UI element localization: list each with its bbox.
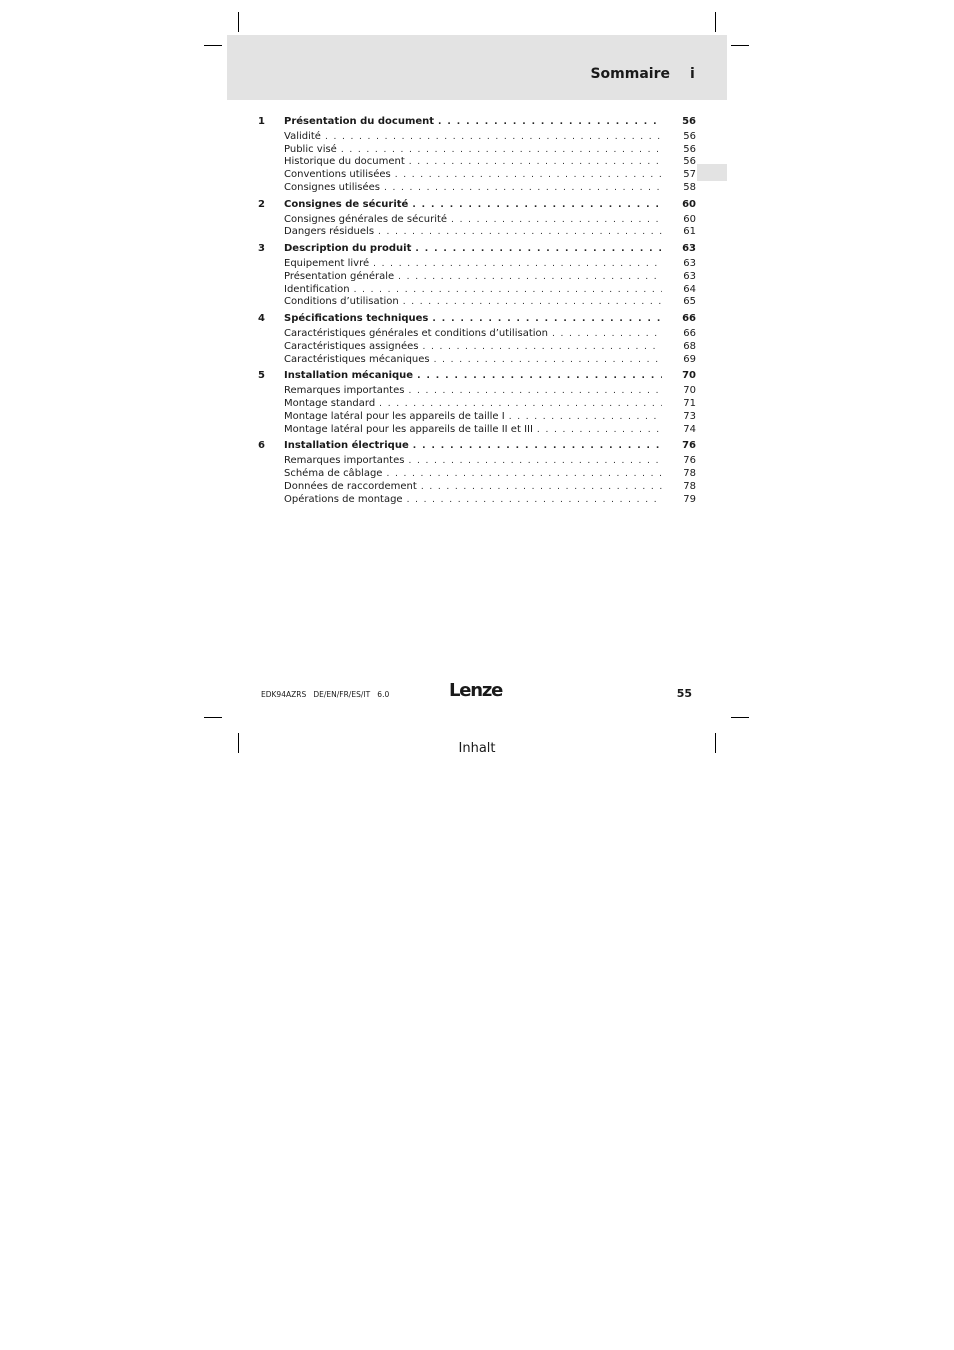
dot-leader bbox=[386, 468, 662, 481]
toc-chapter-row[interactable] bbox=[258, 370, 696, 383]
item-page: 60 bbox=[683, 213, 696, 225]
item-page: 68 bbox=[683, 340, 696, 352]
side-tab-marker bbox=[697, 164, 727, 181]
table-of-contents bbox=[258, 116, 696, 510]
item-page: 61 bbox=[683, 226, 696, 238]
item-page: 78 bbox=[683, 467, 696, 479]
item-title: Historique du document bbox=[284, 156, 405, 168]
chapter-page: 60 bbox=[682, 198, 696, 210]
dot-leader bbox=[379, 398, 662, 411]
dot-leader bbox=[325, 131, 662, 144]
chapter-title: Description du produit bbox=[284, 243, 412, 255]
page-title: Sommaire bbox=[590, 66, 670, 82]
item-title: Caractéristiques générales et conditions d’utilisation bbox=[284, 327, 548, 339]
item-page: 56 bbox=[683, 143, 696, 155]
crop-mark bbox=[731, 717, 749, 718]
toc-section bbox=[258, 243, 696, 309]
dot-leader bbox=[412, 199, 662, 212]
chapter-number: 1 bbox=[258, 116, 265, 127]
lenze-logo: Lenze bbox=[449, 680, 503, 701]
item-title: Public visé bbox=[284, 143, 337, 155]
toc-section bbox=[258, 370, 696, 436]
chapter-page: 76 bbox=[682, 440, 696, 452]
dot-leader bbox=[434, 354, 662, 367]
item-page: 66 bbox=[683, 327, 696, 339]
toc-item-row[interactable] bbox=[258, 468, 696, 481]
item-title: Dangers résiduels bbox=[284, 226, 375, 238]
toc-item-row[interactable] bbox=[258, 411, 696, 424]
toc-section bbox=[258, 199, 696, 239]
dot-leader bbox=[395, 169, 662, 182]
dot-leader bbox=[341, 144, 662, 157]
chapter-number: 4 bbox=[258, 313, 265, 325]
item-page: 63 bbox=[683, 257, 696, 269]
crop-mark bbox=[715, 12, 716, 32]
toc-item-row[interactable] bbox=[258, 424, 696, 437]
chapter-number: 6 bbox=[258, 440, 265, 452]
toc-chapter-row[interactable] bbox=[258, 313, 696, 326]
dot-leader bbox=[407, 494, 662, 507]
item-title: Montage latéral pour les appareils de taille I bbox=[284, 410, 505, 422]
toc-section bbox=[258, 116, 696, 195]
dot-leader bbox=[417, 370, 662, 383]
crop-mark bbox=[204, 717, 222, 718]
page-number: 55 bbox=[676, 687, 692, 700]
dot-leader bbox=[509, 411, 662, 424]
toc-item-row[interactable] bbox=[258, 341, 696, 354]
item-page: 69 bbox=[683, 353, 696, 365]
toc-item-row[interactable] bbox=[258, 494, 696, 507]
item-page: 63 bbox=[683, 270, 696, 282]
item-page: 58 bbox=[683, 181, 696, 193]
toc-section bbox=[258, 440, 696, 506]
toc-item-row[interactable] bbox=[258, 214, 696, 227]
item-title: Validité bbox=[284, 130, 321, 142]
chapter-number: 2 bbox=[258, 198, 265, 210]
toc-item-row[interactable] bbox=[258, 182, 696, 195]
item-title: Caractéristiques assignées bbox=[284, 340, 419, 352]
dot-leader bbox=[413, 440, 662, 453]
item-title: Caractéristiques mécaniques bbox=[284, 353, 430, 365]
item-page: 65 bbox=[683, 296, 696, 308]
chapter-number: 5 bbox=[258, 370, 265, 382]
toc-chapter-row[interactable] bbox=[258, 116, 696, 129]
dot-leader bbox=[415, 243, 662, 256]
chapter-title: Installation électrique bbox=[284, 440, 409, 452]
item-title: Montage latéral pour les appareils de taille II et III bbox=[284, 423, 533, 435]
dot-leader bbox=[421, 481, 662, 494]
toc-section bbox=[258, 313, 696, 366]
crop-mark bbox=[731, 45, 749, 46]
dot-leader bbox=[451, 214, 662, 227]
item-page: 71 bbox=[683, 397, 696, 409]
chapter-page: 63 bbox=[682, 243, 696, 255]
dot-leader bbox=[432, 313, 662, 326]
dot-leader bbox=[384, 182, 662, 195]
item-title: Opérations de montage bbox=[284, 493, 403, 505]
toc-item-row[interactable] bbox=[258, 156, 696, 169]
item-page: 56 bbox=[683, 130, 696, 142]
item-page: 73 bbox=[683, 410, 696, 422]
dot-leader bbox=[408, 455, 662, 468]
item-title: Données de raccordement bbox=[284, 480, 417, 492]
item-page: 56 bbox=[683, 156, 696, 168]
item-page: 78 bbox=[683, 480, 696, 492]
item-title: Equipement livré bbox=[284, 257, 370, 269]
item-title: Montage standard bbox=[284, 397, 376, 409]
toc-item-row[interactable] bbox=[258, 455, 696, 468]
info-icon: i bbox=[690, 66, 695, 82]
chapter-title: Présentation du document bbox=[284, 116, 435, 127]
toc-item-row[interactable] bbox=[258, 131, 696, 144]
toc-chapter-row[interactable] bbox=[258, 243, 696, 256]
toc-item-row[interactable] bbox=[258, 271, 696, 284]
dot-leader bbox=[438, 116, 662, 129]
item-page: 57 bbox=[683, 169, 696, 181]
dot-leader bbox=[552, 328, 662, 341]
item-page: 79 bbox=[683, 493, 696, 505]
item-title: Présentation générale bbox=[284, 270, 395, 282]
item-page: 74 bbox=[683, 423, 696, 435]
item-page: 76 bbox=[683, 455, 696, 467]
toc-item-row[interactable] bbox=[258, 226, 696, 239]
item-title: Identification bbox=[284, 283, 350, 295]
toc-item-row[interactable] bbox=[258, 144, 696, 157]
dot-leader bbox=[409, 156, 662, 169]
dot-leader bbox=[422, 341, 662, 354]
dot-leader bbox=[398, 271, 662, 284]
toc-item-row[interactable] bbox=[258, 354, 696, 367]
toc-item-row[interactable] bbox=[258, 284, 696, 297]
chapter-title: Spécifications techniques bbox=[284, 313, 429, 325]
caption-text: Inhalt bbox=[458, 741, 496, 756]
toc-item-row[interactable] bbox=[258, 481, 696, 494]
toc-chapter-row[interactable] bbox=[258, 440, 696, 453]
crop-mark bbox=[204, 45, 222, 46]
item-title: Remarques importantes bbox=[284, 455, 405, 467]
dot-leader bbox=[408, 385, 662, 398]
dot-leader bbox=[373, 258, 662, 271]
dot-leader bbox=[403, 296, 662, 309]
toc-item-row[interactable] bbox=[258, 169, 696, 182]
toc-item-row[interactable] bbox=[258, 385, 696, 398]
item-title: Conventions utilisées bbox=[284, 169, 391, 181]
item-title: Consignes générales de sécurité bbox=[284, 213, 448, 225]
chapter-title: Installation mécanique bbox=[284, 370, 414, 382]
toc-item-row[interactable] bbox=[258, 328, 696, 341]
toc-chapter-row[interactable] bbox=[258, 199, 696, 212]
chapter-page: 70 bbox=[682, 370, 696, 382]
item-title: Schéma de câblage bbox=[284, 467, 383, 479]
dot-leader bbox=[537, 424, 662, 437]
item-title: Remarques importantes bbox=[284, 385, 405, 397]
dot-leader bbox=[354, 284, 662, 297]
item-page: 70 bbox=[683, 385, 696, 397]
chapter-number: 3 bbox=[258, 243, 265, 255]
chapter-title: Consignes de sécurité bbox=[284, 198, 409, 210]
item-title: Conditions d’utilisation bbox=[284, 296, 399, 308]
document-code: EDK94AZRS DE/EN/FR/ES/IT 6.0 bbox=[261, 690, 390, 699]
toc-item-row[interactable] bbox=[258, 398, 696, 411]
toc-item-row[interactable] bbox=[258, 296, 696, 309]
crop-mark bbox=[238, 12, 239, 32]
dot-leader bbox=[378, 226, 662, 239]
chapter-page: 56 bbox=[682, 116, 696, 127]
toc-item-row[interactable] bbox=[258, 258, 696, 271]
item-title: Consignes utilisées bbox=[284, 181, 380, 193]
item-page: 64 bbox=[683, 283, 696, 295]
chapter-page: 66 bbox=[682, 313, 696, 325]
